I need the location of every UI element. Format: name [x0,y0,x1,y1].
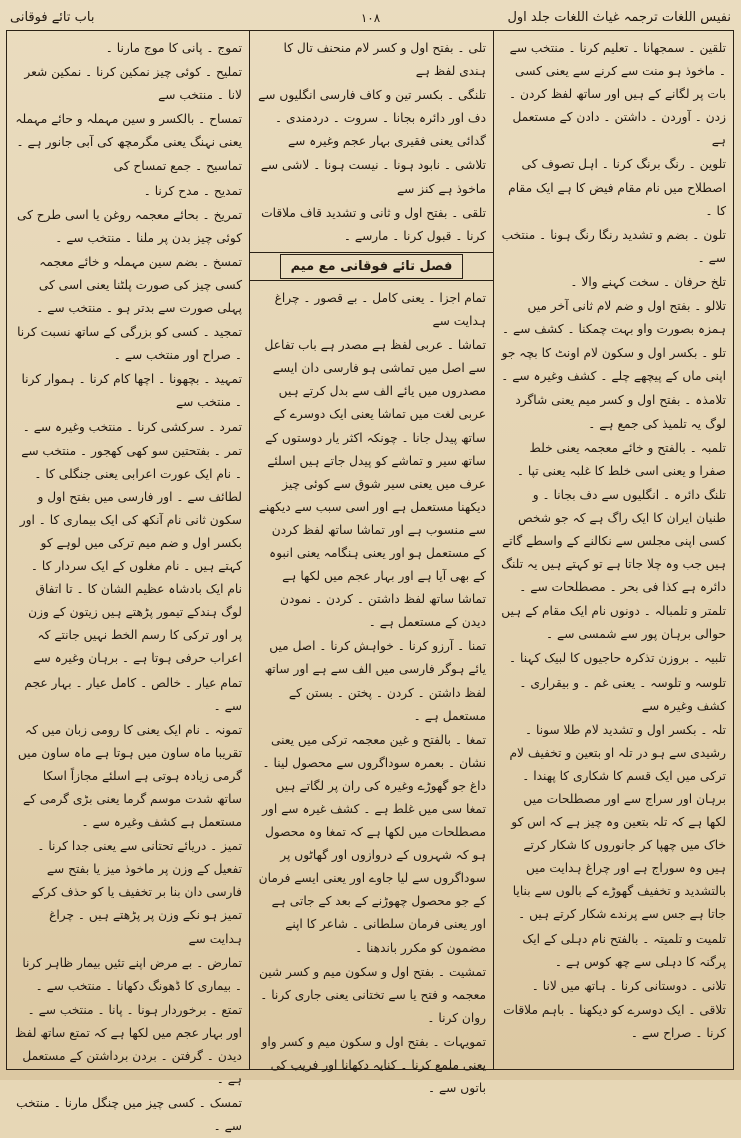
dictionary-entry: تلخ حرفان ۔ سخت کہنے والا ۔ [570,274,726,289]
dictionary-entry: تلہ ۔ بکسر اول و تشدید لام طلا سونا ۔ رشیدی سے ہو در تلہ او بتعین و تخفیف لام ترکی میں ایک قسم کا شکاری کا پھندا ۔ برہان اور سراج سے اور مصطلحات میں لکھا ہے کہ تلہ بتعین وہ چیز ہے کہ اس کو خاک میں چھپا کر جانوروں کا شکار کرتے ہیں وہ سوراج ہے اور چراغ ہدایت میں بالتشدید و تخفیف گھوڑے کے بالوں سے بنایا جاتا ہے جس سے پرندے شکار کرتے ہیں ۔ [509,722,726,922]
dictionary-entry: تلنگی ۔ بکسر تین و کاف فارسی انگلیوں سے دف اور دائرہ بجانا ۔ سروت ۔ دردمندی ۔ گدائی یعنی فقیری بہار عجم وغیرہ سے [258,88,486,149]
dictionary-entry: تمرد ۔ سرکشی کرنا ۔ منتخب وغیرہ سے ۔ [22,419,242,434]
dictionary-entry: تمارض ۔ بے مرض اپنے تئیں بیمار ظاہر کرنا ۔ بیماری کا ڈھونگ دکھانا ۔ منتخب سے ۔ [22,955,242,993]
dictionary-entry: تماشا ۔ عربی لفظ ہے مصدر ہے باب تفاعل سے اصل میں تماشی ہو فارسی دان ایسے مصدروں میں یائے الف سے بدل کرتے ہیں عربی لغت میں تماشا یعنی ایک دوسرے کے ساتھ پیدل جانا ۔ چونکہ اکثر یار دوستوں کے ساتھ سیر و تماشے کو پیدل جاتے ہیں اسلئے عرف میں یعنی سیر شوق سے کوئی چیز دیکھنا مستعمل ہے اور اسی سبب سے دیکھنے سے منسوب ہے اور تماشا ساتھ لفظ کردن کے مستعمل ہو اور یعنی ہنگامہ یعنی انبوہ کے بھی آیا ہے اور بہار عجم میں لکھا ہے تماشا ساتھ لفظ داشتن ۔ کردن ۔ نمودن دیدن کے مستعمل ہے ۔ [258,338,486,630]
dictionary-entry: تلامذہ ۔ بفتح اول و کسر میم یعنی شاگرد لوگ یہ تلمیذ کی جمع ہے ۔ [515,393,726,431]
running-head [10,6,731,30]
dictionary-entry: تمویہات ۔ بفتح اول و سکون میم و کسر واو یعنی ملمع کرنا ۔ کنایہ دکھانا اور فریب کی باتوں سے ۔ [261,1034,486,1096]
dictionary-entry: تلنگ دائرہ ۔ انگلیوں سے دف بجانا ۔ و طنیان ایران کا ایک راگ ہے کہ جو شخص کسی اپنی مجلس سے نکالنے کے واسطے گاتے ہیں جب وہ چلا جاتا ہے تو کہتے ہیں یہ تلنگ دائرہ ہے کذا فی بحر ۔ مصطلحات سے ۔ [501,487,726,595]
dictionary-entry: تمسخ ۔ بضم سین مہملہ و خائے معجمہ کسی چیز کی صورت پلٹنا یعنی اسی کی پہلی صورت سے بدتر ہو ۔ منتخب سے ۔ [36,254,242,316]
section-heading [250,252,493,281]
dictionary-entry: تلون ۔ بضم و تشدید رنگا رنگ ہونا ۔ منتخب سے ۔ [501,227,726,265]
dictionary-entry: تلوین ۔ رنگ برنگ کرنا ۔ اہل تصوف کی اصطلاح میں نام مقام فیض کا ہے ایک مقام کا ۔ [508,157,726,218]
dictionary-entry: تلمیت و تلمیتہ ۔ بالفتح نام دہلی کے ایک پرگنہ کا دہلی سے چھ کوس ہے ۔ [522,931,726,969]
dictionary-entry: تمام اجزا ۔ یعنی کامل ۔ بے قصور ۔ چراغ ہدایت سے [274,290,486,329]
dictionary-entry: تمر ۔ بفتحتین سو کھی کھجور ۔ منتخب سے ۔ نام ایک عورت اعرابی یعنی جنگلی کا ۔ لطائف سے ۔ اور فارسی میں بفتح اول و سکون ثانی نام آنکھ کی ایک بیماری کا ۔ اور بکسر اول و ضم میم ترکی میں لوہے کو کہتے ہیں ۔ نام مغلوں کے ایک سردار کا ۔ نام ایک بادشاہ عظیم الشان کا ۔ تا اتفاق لوگ ہندکے تیمور پڑھتے ہیں زیتون کے وزن پر اور ترکی کا رسم الخط نہیں جانتے کہ اعراب حرفی ہوتا ہے ۔ برہان وغیرہ سے [19,443,242,666]
dictionary-entry: تمسک ۔ کسی چیز میں چنگل مارنا ۔ منتخب سے ۔ [16,1096,242,1134]
dictionary-entry: تمام عیار ۔ خالص ۔ کامل عیار ۔ بہار عجم سے ۔ [24,675,242,713]
text-frame [6,30,734,1134]
book-title: نفیس اللغات ترجمہ غیاث اللغات جلد اول [507,10,731,25]
dictionary-entry: تلمبہ ۔ بالفتح و خائے معجمہ یعنی خلط صفرا و یعنی اسی خلط کا غلبہ یعنی تپا ۔ [516,440,726,478]
dictionary-entry: تمجید ۔ کسی کو بزرگی کے ساتھ نسبت کرنا ۔ صراح اور منتخب سے ۔ [17,325,242,363]
dictionary-entry: تمغا ۔ بالفتح و غین معجمہ ترکی میں یعنی نشان ۔ بعمرہ سوداگروں سے محصول لینا ۔ داغ جو گھوڑے وغیرہ کی ران پر لگاتے ہیں تمغا سی میں غلط ہے ۔ کشف غیرہ سے اور مصطلحات میں لکھا ہے کہ تمغا وہ محصول ہو کہ شہروں کے دروازوں اور گھاٹوں پر سوداگروں سے لیا جاوے اور یعنی ایسے فرمان کے جو محصول چھوڑنے کے بعد کے جاتی ہے اور یعنی فرمان سلطانی ۔ شاعر کا اپنے مضمون کو مکرر باندھنا ۔ [258,732,486,955]
dictionary-entry: تمریخ ۔ بحائے معجمہ روغن یا اسی طرح کی کوئی چیز بدن پر ملنا ۔ منتخب سے ۔ [16,207,242,245]
column-middle [249,31,493,1096]
dictionary-entry: تلاشی ۔ نابود ہونا ۔ نیست ہونا ۔ لاشی سے ماخوذ ہے کنز سے [260,158,486,196]
dictionary-entry: تملیح ۔ کوئی چیز نمکین کرنا ۔ نمکین شعر لانا ۔ منتخب سے [24,65,242,103]
dictionary-entry: تلقین ۔ سمجھانا ۔ تعلیم کرنا ۔ منتخب سے ۔ ماخوذ ہو منت سے کرنے سے یعنی کسی بات پر لگانے کے ہیں اور ساتھ لفظ کردن ۔ زدن ۔ آوردن ۔ داشتن ۔ دادن کے مستعمل ہے [509,41,726,148]
column-middle-bottom [257,287,486,1100]
column-left [8,31,249,1134]
dictionary-entry: تماسیح ۔ جمع تمساح کی [113,159,242,174]
dictionary-entry: تمتع ۔ برخوردار ہونا ۔ پانا ۔ منتخب سے ۔ اور بہار عجم میں لکھا ہے کہ تمتع ساتھ لفظ دیدن ۔ گرفتن ۔ بردن برداشتن کے مستعمل ہے ۔ [15,1002,242,1087]
dictionary-entry: تلوسہ و تلوسہ ۔ یعنی غم ۔ و بیقراری ۔ کشف وغیرہ سے [519,675,726,713]
section-heading-label: فصل تائے فوقانی مع میم [280,254,464,279]
dictionary-entry: تمساح ۔ بالکسر و سین مہملہ و حائے مہملہ یعنی نہنگ یعنی مگرمچھ کی آبی جانور ہے ۔ [15,112,242,150]
dictionary-entry: تمدیح ۔ مدح کرنا ۔ [143,183,242,198]
dictionary-entry: تلقی ۔ بفتح اول و ثانی و تشدید قاف ملاقات کرنا ۔ قبول کرنا ۔ مارسے ۔ [261,205,486,243]
dictionary-entry: تمنا ۔ آرزو کرنا ۔ خواہش کرنا ۔ اصل میں یائے ہوگر فارسی میں الف سے ہے اور ساتھ لفظ داشتن ۔ کردن ۔ پختن ۔ بستن کے مستعمل ہے ۔ [264,639,486,723]
dictionary-entry: تلبیہ ۔ بروزن تذکرہ حاجیوں کا لبیک کہنا ۔ [508,651,726,666]
dictionary-entry: تلالو ۔ بفتح اول و ضم لام ثانی آخر میں ہمزہ بصورت واو بہت چمکنا ۔ کشف سے ۔ [502,299,726,337]
dictionary-entry: تلمتر و تلمبالہ ۔ دونوں نام ایک مقام کے ہیں حوالی برہان پور سے شمسی سے ۔ [501,604,726,642]
dictionary-entry: تلی ۔ بفتح اول و کسر لام منحنف تال کا ہندی لفظ ہے [283,41,486,79]
page-number: ۱۰۸ [360,11,381,25]
dictionary-entry: تمشیت ۔ بفتح اول و سکون میم و کسر شین معجمہ و فتح یا سے تختانی یعنی جاری کرنا ۔ روان کرنا ۔ [258,964,486,1025]
dictionary-entry: تلانی ۔ دوستانی کرنا ۔ ہاتھ میں لانا ۔ [531,978,726,993]
dictionary-entry: تمہید ۔ بچھونا ۔ اچھا کام کرنا ۔ ہموار کرنا ۔ منتخب سے [21,372,242,410]
dictionary-entry: تلو ۔ بکسر اول و سکون لام اونٹ کا بچہ جو اپنی ماں کے پیچھے چلے ۔ کشف وغیرہ سے ۔ [501,346,726,384]
column-middle-top [257,37,486,248]
chapter-title: باب تائے فوقانی [10,10,95,25]
dictionary-entry: تموج ۔ پانی کا موج مارنا ۔ [105,41,242,55]
dictionary-entry: تمونہ ۔ نام ایک یعنی کا رومی زبان میں کہ تقریبا ماہ ساون میں ہوتا ہے ماہ ساون میں گرمی زیادہ ہوتی ہے اسلئے مجازاً اسکا ساتھ شدت موسم گرما یعنی بڑی گرمی کے مستعمل ہے کشف وغیرہ سے ۔ [17,722,242,830]
dictionary-entry: تلاقی ۔ ایک دوسرے کو دیکھنا ۔ باہم ملاقات کرنا ۔ صراح سے ۔ [503,1002,726,1040]
dictionary-entry: تمیز ۔ دریائے تحتانی سے یعنی جدا کرنا ۔ تفعیل کے وزن پر ماخوذ میز یا بفتح سے فارسی دان بنا بر تخفیف یا کو حذف کرکے تمیز ہو نکے وزن پر پڑھتے ہیں ۔ چراغ ہدایت سے [31,839,242,946]
column-right [493,31,733,1069]
